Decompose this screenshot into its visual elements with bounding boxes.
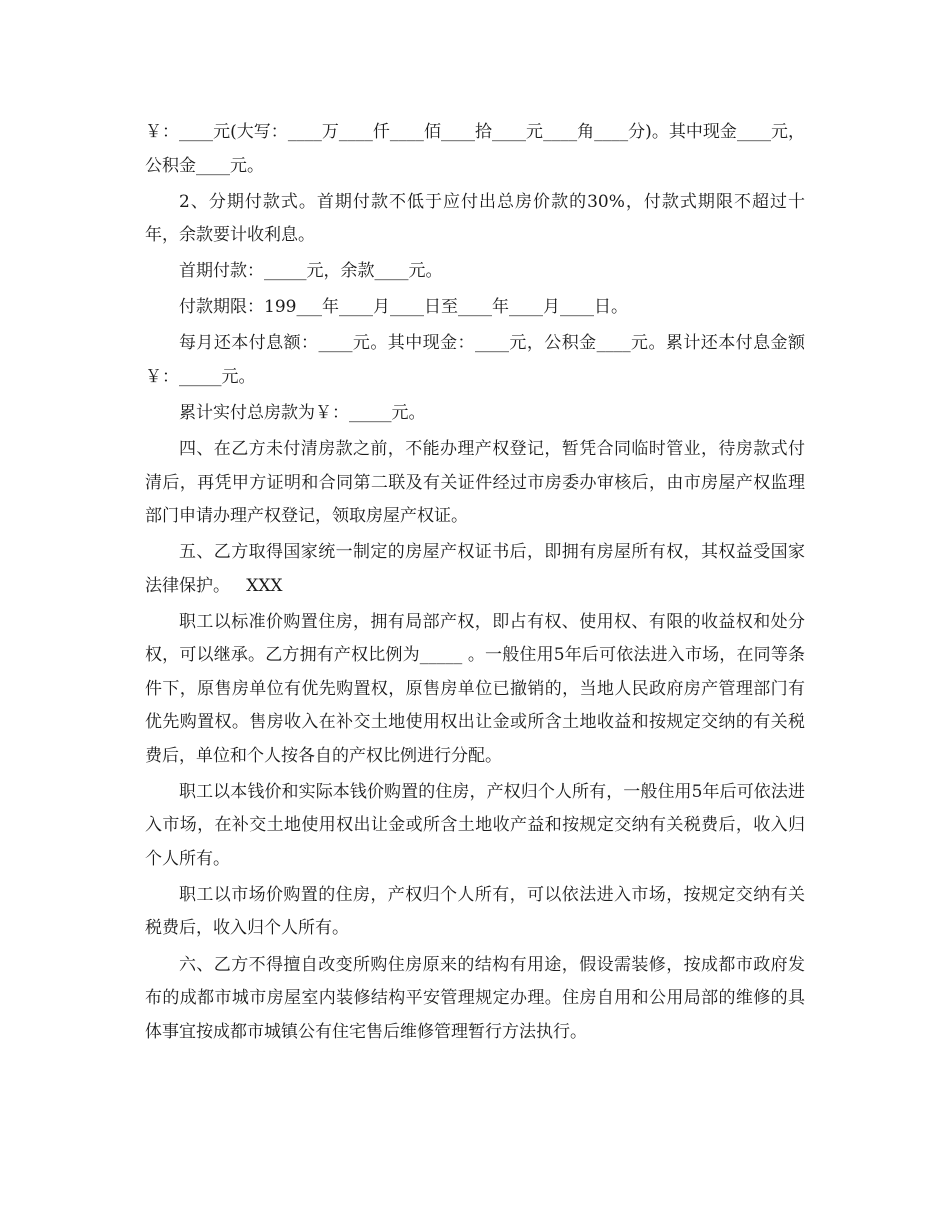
paragraph-down-payment: 首期付款：_____元，余款____元。 xyxy=(179,261,443,282)
paragraph-clause-four: 四、在乙方未付清房款之前，不能办理产权登记，暂凭合同临时管业，待房款式付清后，再凭甲方证明和合同第二联及有关证件经过市房委办审核后，由市房屋产权监理部门申请办理产权登记，领取房屋产权证。 xyxy=(145,439,805,527)
paragraph-total-paid: 累计实付总房款为￥：_____元。 xyxy=(179,402,426,423)
paragraph-clause-six: 六、乙方不得擅自改变所购住房原来的结构有用途，假设需装修，按成都市政府发布的成都市城市房屋室内装修结构平安管理规定办理。住房自用和公用局部的维修的具体事宜按成都市城镇公有住宅售后维修管理暂行方法执行。 xyxy=(145,954,805,1042)
paragraph-price-breakdown: ￥：____元(大写：____万____仟____佰____拾____元____角____分)。其中现金____元，公积金____元。 xyxy=(145,122,805,176)
paragraph-standard-price: 职工以标准价购置住房，拥有局部产权，即占有权、使用权、有限的收益权和处分权，可以继承。乙方拥有产权比例为_____ 。一般住用5年后可依法进入市场，在同等条件下，原售房单位有优先购置权，原售房单位已撤销的，当地人民政府房产管理部门有优先购置权。售房收入在补交土地使用权出让金或所含土地收益和按规定交纳的有关税费后，单位和个人按各自的产权比例进行分配。 xyxy=(145,611,805,766)
paragraph-cost-price: 职工以本钱价和实际本钱价购置的住房，产权归个人所有，一般住用5年后可依法进入市场，在补交土地使用权出让金或所含土地收产益和按规定交纳有关税费后，收入归个人所有。 xyxy=(145,781,805,869)
paragraph-installment-payment: 2、分期付款式。首期付款不低于应付出总房价款的30%，付款式期限不超过十年，余款要计收利息。 xyxy=(145,191,805,246)
paragraph-clause-five: 五、乙方取得国家统一制定的房屋产权证书后，即拥有房屋所有权，其权益受国家法律保护。 XXX xyxy=(145,542,805,596)
document-body xyxy=(145,116,805,1052)
paragraph-payment-period: 付款期限：199___年____月____日至____年____月____日。 xyxy=(179,297,628,318)
paragraph-monthly-repayment: 每月还本付息额：____元。其中现金：____元，公积金____元。累计还本付息金额￥：_____元。 xyxy=(145,333,805,387)
paragraph-market-price: 职工以市场价购置的住房，产权归个人所有，可以依法进入市场，按规定交纳有关税费后，收入归个人所有。 xyxy=(145,884,805,939)
